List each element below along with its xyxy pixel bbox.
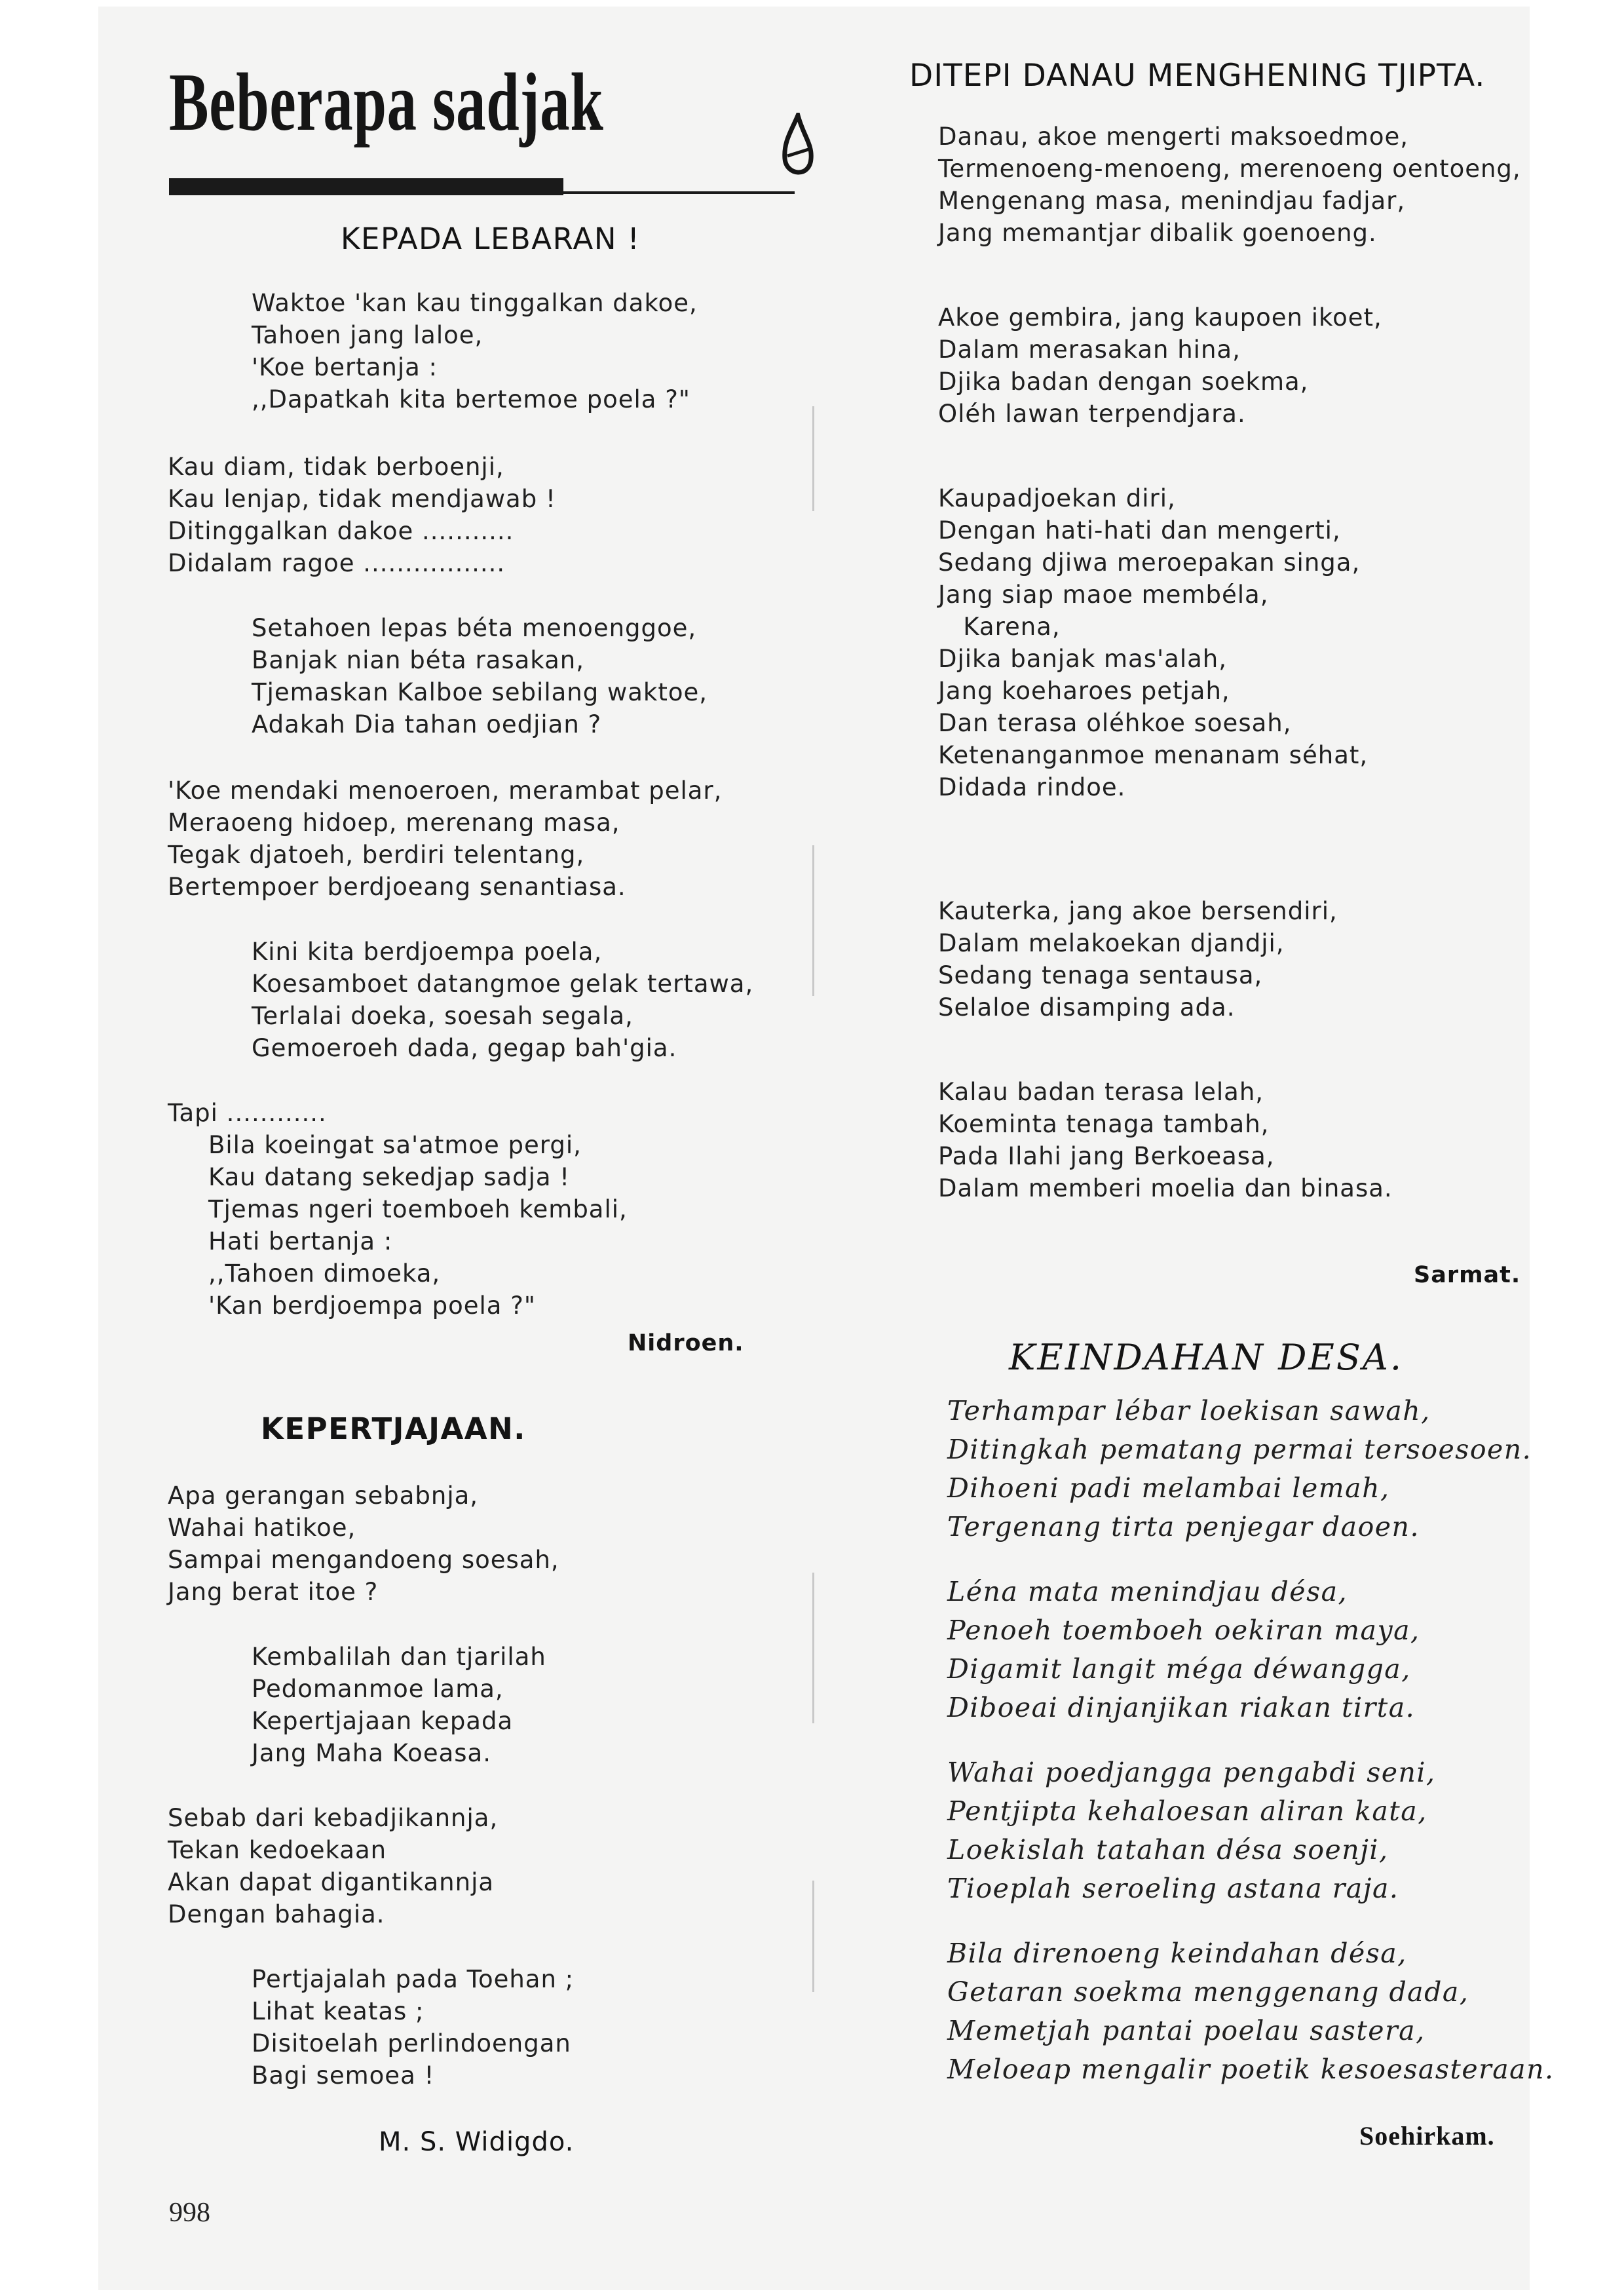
poem-line: Kembalilah dan tjarilah [252, 1643, 546, 1671]
poem-line: Dalam melakoekan djandji, [938, 929, 1285, 957]
lebaran-stanza-2 [168, 451, 556, 579]
author-ditepi: Sarmat. [1414, 1262, 1521, 1288]
poem-line: Kau diam, tidak berboenji, [168, 453, 504, 481]
lebaran-stanza-3 [252, 612, 708, 740]
poem-line: Dengan hati-hati dan mengerti, [938, 516, 1341, 545]
poem-line: Tapi ............ [168, 1099, 327, 1127]
poem-line: Bagi semoea ! [252, 2061, 435, 2090]
author-lebaran: Nidroen. [628, 1330, 744, 1356]
poem-line: Koesamboet datangmoe gelak tertawa, [252, 970, 754, 998]
poem-line: Memetjah pantai poelau sastera, [947, 2015, 1426, 2046]
kepertjajaan-stanza-4 [252, 1963, 574, 2092]
poem-line: Pertjajalah pada Toehan ; [252, 1965, 575, 1993]
ditepi-stanza-5 [938, 1076, 1393, 1204]
poem-line: Waktoe 'kan kau tinggalkan dakoe, [252, 289, 698, 317]
keindahan-stanza-3 [947, 1753, 1436, 1908]
poem-line: ,,Tahoen dimoeka, [208, 1259, 441, 1288]
lebaran-stanza-4 [168, 775, 722, 903]
poem-line: Loekislah tatahan désa soenji, [947, 1834, 1389, 1866]
page-number: 998 [169, 2198, 210, 2228]
poem-line: Kalau badan terasa lelah, [938, 1078, 1264, 1106]
poem-line: Tahoen jang laloe, [252, 321, 483, 349]
poem-line: Kau lenjap, tidak mendjawab ! [168, 485, 556, 513]
poem-line: Disitoelah perlindoengan [252, 2029, 571, 2057]
poem-line: Oléh lawan terpendjara. [938, 400, 1246, 428]
poem-line: 'Koe bertanja : [252, 353, 438, 381]
poem-line: Pentjipta kehaloesan aliran kata, [947, 1795, 1427, 1827]
poem-line: Tekan kedoekaan [168, 1836, 387, 1864]
masthead-rule-thick [169, 178, 563, 195]
poem-line: Tioeplah seroeling astana raja. [947, 1873, 1399, 1904]
poem-line: Gemoeroeh dada, gegap bah'gia. [252, 1034, 677, 1062]
poem-line: Bila koeingat sa'atmoe pergi, [208, 1131, 582, 1159]
poem-line: 'Koe mendaki menoeroen, merambat pelar, [168, 776, 723, 805]
poem-line: Djika badan dengan soekma, [938, 368, 1309, 396]
poem-line: Karena, [938, 613, 1061, 641]
kepertjajaan-stanza-3 [168, 1802, 498, 1930]
poem-line: Jang berat itoe ? [168, 1578, 379, 1606]
keindahan-stanza-4 [947, 1934, 1555, 2089]
poem-line: Kauterka, jang akoe bersendiri, [938, 897, 1338, 925]
poem-line: Djika banjak mas'alah, [938, 645, 1228, 673]
poem-line: Banjak nian béta rasakan, [252, 646, 584, 674]
column-mark [812, 1573, 814, 1723]
flame-ornament-icon [778, 113, 818, 185]
lebaran-stanza-1 [252, 287, 698, 415]
poem-line: Danau, akoe mengerti maksoedmoe, [938, 123, 1408, 151]
poem-line: Selaloe disamping ada. [938, 993, 1236, 1022]
poem-line: Apa gerangan sebabnja, [168, 1482, 479, 1510]
poem-line: Sampai mengandoeng soesah, [168, 1546, 559, 1574]
lebaran-stanza-5 [252, 936, 753, 1064]
poem-line: Kau datang sekedjap sadja ! [208, 1163, 571, 1191]
column-mark [812, 845, 814, 996]
poem-line: Bertempoer berdjoeang senantiasa. [168, 873, 626, 901]
poem-line: Jang memantjar dibalik goenoeng. [938, 219, 1377, 247]
poem-line: Dihoeni padi melambai lemah, [947, 1472, 1390, 1504]
poem-line: Adakah Dia tahan oedjian ? [252, 710, 602, 738]
poem-line: Mengenang masa, menindjau fadjar, [938, 187, 1406, 215]
poem-line: Tergenang tirta penjegar daoen. [947, 1511, 1420, 1542]
poem-line: Akoe gembira, jang kaupoen ikoet, [938, 303, 1382, 332]
poem-line: Koeminta tenaga tambah, [938, 1110, 1270, 1138]
poem-line: Setahoen lepas béta menoenggoe, [252, 614, 697, 642]
poem-line: Wahai hatikoe, [168, 1514, 356, 1542]
poem-line: Didada rindoe. [938, 773, 1126, 801]
poem-line: Getaran soekma menggenang dada, [947, 1976, 1469, 2008]
poem-line: Jang Maha Koeasa. [252, 1739, 491, 1767]
ditepi-stanza-1 [938, 121, 1521, 249]
kepertjajaan-stanza-2 [252, 1641, 546, 1769]
author-kepertjajaan: M. S. Widigdo. [379, 2127, 575, 2157]
poem-line: Ditinggalkan dakoe ........... [168, 517, 514, 545]
poem-line: Jang koeharoes petjah, [938, 677, 1230, 705]
lebaran-stanza-6 [168, 1097, 327, 1129]
ditepi-stanza-4 [938, 895, 1338, 1024]
poem-line: Kini kita berdjoempa poela, [252, 938, 603, 966]
author-keindahan: Soehirkam. [1359, 2121, 1495, 2151]
poem-line: Akan dapat digantikannja [168, 1868, 495, 1896]
poem-line: Sedang tenaga sentausa, [938, 961, 1263, 989]
ditepi-stanza-2 [938, 301, 1382, 430]
poem-line: ,,Dapatkah kita bertemoe poela ?" [252, 385, 690, 413]
poem-line: Dan terasa oléhkoe soesah, [938, 709, 1292, 737]
poem-line: Kepertjajaan kepada [252, 1707, 514, 1735]
poem-line: Ketenanganmoe menanam séhat, [938, 741, 1369, 769]
poem-line: Kaupadjoekan diri, [938, 484, 1176, 512]
poem-line: Jang siap maoe membéla, [938, 581, 1269, 609]
poem-line: Dalam memberi moelia dan binasa. [938, 1174, 1393, 1202]
poem-line: Bila direnoeng keindahan désa, [947, 1938, 1407, 1969]
poem-title-ditepi: DITEPI DANAU MENGHENING TJIPTA. [909, 58, 1486, 94]
poem-line: Terlalai doeka, soesah segala, [252, 1002, 633, 1030]
poem-line: Sedang djiwa meroepakan singa, [938, 548, 1361, 577]
poem-line: Termenoeng-menoeng, merenoeng oentoeng, [938, 155, 1521, 183]
keindahan-stanza-1 [947, 1392, 1532, 1546]
lebaran-stanza-7 [208, 1129, 628, 1322]
keindahan-stanza-2 [947, 1573, 1420, 1727]
poem-line: Sebab dari kebadjikannja, [168, 1804, 499, 1832]
poem-line: Terhampar lébar loekisan sawah, [947, 1395, 1431, 1426]
poem-line: Didalam ragoe ................. [168, 549, 506, 577]
poem-line: Léna mata menindjau désa, [947, 1576, 1348, 1607]
poem-line: Pedomanmoe lama, [252, 1675, 504, 1703]
poem-line: Lihat keatas ; [252, 1997, 425, 2025]
poem-line: Digamit langit méga déwangga, [947, 1653, 1411, 1685]
poem-line: Tjemaskan Kalboe sebilang waktoe, [252, 678, 708, 706]
poem-title-keindahan: KEINDAHAN DESA. [1009, 1337, 1404, 1378]
poem-title-kepertjajaan: KEPERTJAJAAN. [261, 1411, 526, 1446]
poem-line: Tegak djatoeh, berdiri telentang, [168, 841, 585, 869]
column-mark [812, 406, 814, 511]
poem-line: Dalam merasakan hina, [938, 335, 1241, 364]
poem-line: Meraoeng hidoep, merenang masa, [168, 809, 620, 837]
masthead-rule-thin [562, 191, 795, 194]
column-mark [812, 1881, 814, 1992]
poem-line: Dengan bahagia. [168, 1900, 385, 1928]
poem-line: 'Kan berdjoempa poela ?" [208, 1292, 536, 1320]
poem-line: Wahai poedjangga pengabdi seni, [947, 1757, 1436, 1788]
poem-line: Hati bertanja : [208, 1227, 393, 1255]
poem-title-lebaran: KEPADA LEBARAN ! [341, 221, 641, 256]
poem-line: Pada Ilahi jang Berkoeasa, [938, 1142, 1275, 1170]
kepertjajaan-stanza-1 [168, 1480, 559, 1608]
poem-line: Meloeap mengalir poetik kesoesasteraan. [947, 2054, 1555, 2085]
poem-line: Tjemas ngeri toemboeh kembali, [208, 1195, 628, 1223]
ditepi-stanza-3 [938, 482, 1368, 803]
poem-line: Ditingkah pematang permai tersoesoen. [947, 1434, 1532, 1465]
poem-line: Penoeh toemboeh oekiran maya, [947, 1615, 1420, 1646]
poem-line: Diboeai dinjanjikan riakan tirta. [947, 1692, 1416, 1723]
masthead-title: Beberapa sadjak [169, 57, 604, 148]
